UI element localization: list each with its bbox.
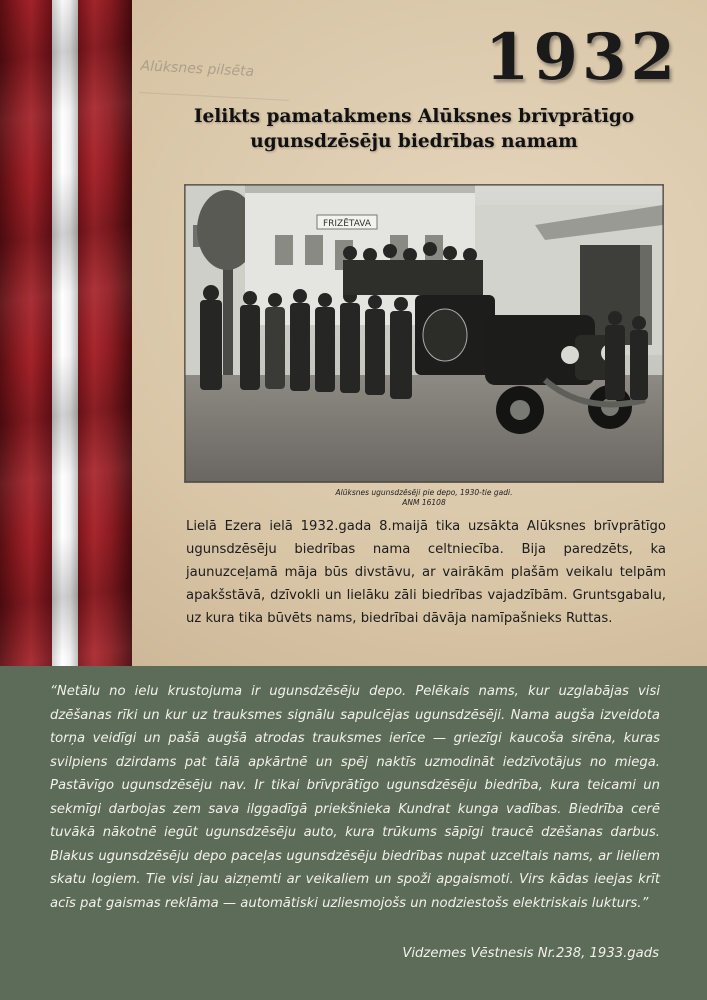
historical-photo <box>185 185 663 482</box>
title-line-1: Ielikts pamatakmens Alūksnes brīvprātīgo <box>193 106 635 127</box>
newspaper-quote: “Netālu no ielu krustojuma ir ugunsdzēsēju depo. Pelēkais nams, kur uzglabājas visi dzēšanas rīki un kur uz trauksmes signālu sapulcējas ugunsdzēsēji. Nama augša izveidota torņa veidīgi un pašā augšā atrodas trauksmes ierīce — griezīgi kaucoša sirēna, kuras svilpiens dzirdams pat tālā apkārtnē un spēj naktīs uzmodināt iedzīvotājus no miega. Pastāvīgo ugunsdzēsēju nav. Ir tikai brīvprātīgo ugunsdzēsēju biedrība, kura teicami un sekmīgi darbojas zem sava ilggadīgā priekšnieka Kundrat kunga vadības. Biedrība cerē tuvākā nākotnē iegūt ugunsdzēsēju auto, kura trūkums sāpīgi traucē dzēšanas darbus. Blakus ugunsdzēsēju depo paceļas ugunsdzēsēju biedrības nupat uzceltais nams, ar lieliem skatu logiem. Tie visi jau aizņemti ar veikaliem un spoži apgaismoti. Virs kādas ieejas krīt acīs pat gaismas reklāma — automātiski uzliesmojošs un nodziestošs elektriskais lukturs.” <box>50 684 660 911</box>
latvian-flag-decoration <box>0 0 132 666</box>
poster-title <box>134 104 694 154</box>
body-paragraph: Lielā Ezera ielā 1932.gada 8.maijā tika uzsākta Alūksnes brīvprātīgo ugunsdzēsēju biedrības nama celtniecība. Bija paredzēts, ka jaunuzceļamā māja būs divstāvu, ar vairākām plašām veikalu telpām apakšstāvā, dzīvokli un lielāku zāli biedrības vajadzībām. Gruntsgabalu, uz kura tika būvēts nams, biedrībai dāvāja namīpašnieks Ruttas. <box>186 519 666 626</box>
caption-line-2: ANM 16108 <box>402 498 446 507</box>
photo-caption <box>185 488 663 508</box>
quote-source: Vidzemes Vēstnesis Nr.238, 1933.gads <box>402 946 659 961</box>
title-line-2: ugunsdzēsēju biedrības namam <box>250 131 578 152</box>
year-heading: 1932 <box>484 20 679 95</box>
shop-sign: FRIZĒTAVA <box>322 219 372 229</box>
archival-stamp: Alūksnes pilsēta <box>139 58 291 101</box>
caption-line-1: Alūksnes ugunsdzēsēji pie depo, 1930-tie gadi. <box>335 488 513 497</box>
